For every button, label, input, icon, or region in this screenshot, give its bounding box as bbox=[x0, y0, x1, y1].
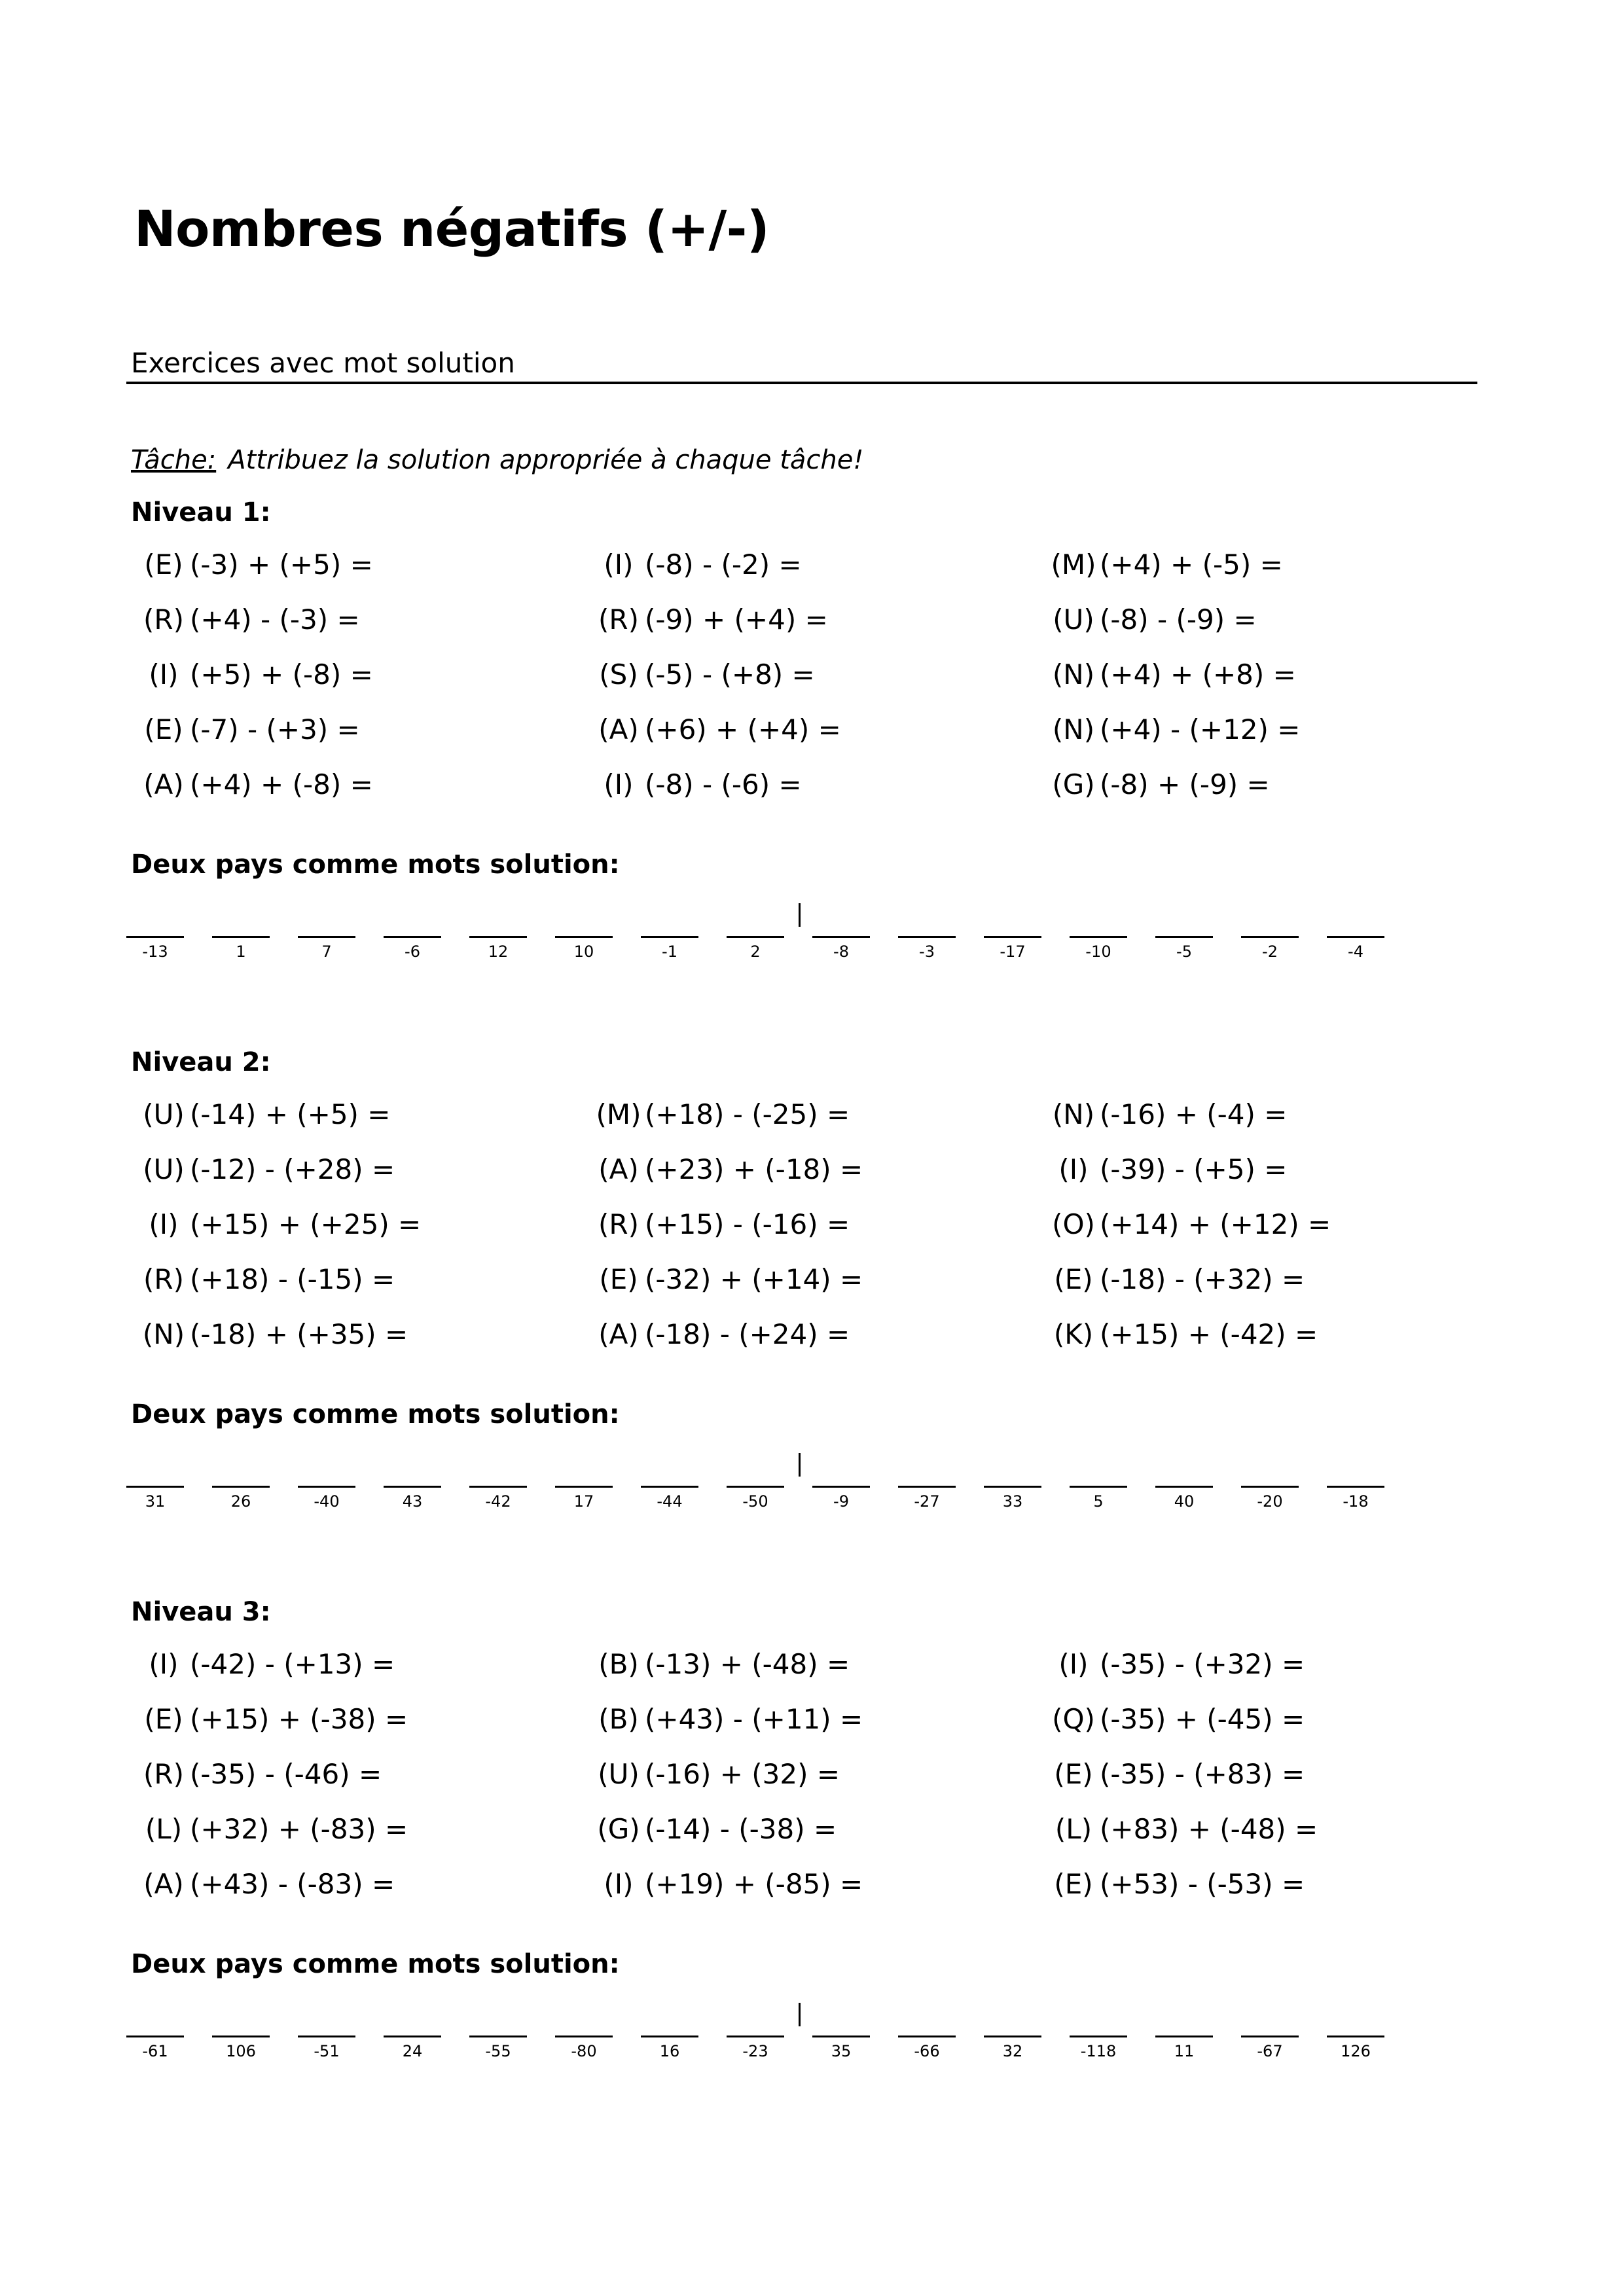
exercise-expression: (-5) - (+8) = bbox=[645, 658, 815, 691]
answer-number: -40 bbox=[314, 1492, 340, 1511]
exercise-letter: (A) bbox=[598, 1318, 639, 1350]
exercise-letter: (R) bbox=[598, 603, 639, 636]
answer-number: -80 bbox=[571, 2042, 597, 2060]
exercise-item bbox=[1047, 1208, 1331, 1240]
exercise-letter: (E) bbox=[1054, 1758, 1093, 1790]
task-text: Attribuez la solution appropriée à chaque tâche! bbox=[228, 445, 864, 475]
answer-blank[interactable] bbox=[898, 1486, 956, 1488]
level-heading: Niveau 3: bbox=[131, 1597, 271, 1627]
answer-blank[interactable] bbox=[641, 936, 698, 938]
exercise-item bbox=[592, 1318, 850, 1350]
exercise-letter: (L) bbox=[145, 1813, 183, 1845]
answer-blank[interactable] bbox=[898, 936, 956, 938]
exercise-letter: (R) bbox=[143, 1263, 184, 1295]
exercise-letter: (N) bbox=[1052, 658, 1095, 691]
exercise-expression: (+5) + (-8) = bbox=[190, 658, 373, 691]
answer-blank[interactable] bbox=[298, 936, 355, 938]
answer-number: 32 bbox=[1002, 2042, 1023, 2060]
exercise-letter: (E) bbox=[144, 713, 183, 745]
exercise-expression: (+83) + (-48) = bbox=[1100, 1813, 1318, 1845]
answer-blank[interactable] bbox=[1155, 2036, 1213, 2037]
answer-number: -51 bbox=[314, 2042, 340, 2060]
exercise-letter: (G) bbox=[597, 1813, 640, 1845]
answers-heading: Deux pays comme mots solution: bbox=[131, 1949, 620, 1979]
exercise-item bbox=[137, 1208, 421, 1240]
answer-number: 17 bbox=[573, 1492, 594, 1511]
exercise-expression: (+14) + (+12) = bbox=[1100, 1208, 1331, 1240]
exercise-letter: (N) bbox=[142, 1318, 185, 1350]
exercise-expression: (-8) - (-6) = bbox=[645, 768, 802, 800]
exercise-letter: (E) bbox=[1054, 1868, 1093, 1900]
exercise-letter: (I) bbox=[1058, 1153, 1089, 1185]
answer-number: -1 bbox=[662, 942, 677, 961]
answer-number: -8 bbox=[833, 942, 849, 961]
worksheet-subtitle: Exercices avec mot solution bbox=[131, 347, 515, 379]
answer-number: 12 bbox=[488, 942, 509, 961]
exercise-letter: (M) bbox=[596, 1098, 641, 1130]
exercise-expression: (-13) + (-48) = bbox=[645, 1648, 850, 1680]
exercise-item bbox=[592, 768, 802, 800]
exercise-letter: (A) bbox=[598, 713, 639, 745]
exercise-expression: (-16) + (32) = bbox=[645, 1758, 840, 1790]
exercise-expression: (+19) + (-85) = bbox=[645, 1868, 863, 1900]
exercise-item bbox=[1047, 1318, 1318, 1350]
answer-blank[interactable] bbox=[469, 2036, 527, 2037]
exercise-item bbox=[137, 658, 373, 691]
answer-number: -18 bbox=[1343, 1492, 1369, 1511]
exercise-expression: (+4) + (-8) = bbox=[190, 768, 373, 800]
exercise-letter: (U) bbox=[143, 1153, 185, 1185]
answer-number: -6 bbox=[405, 942, 420, 961]
answer-number: 1 bbox=[236, 942, 246, 961]
answer-number: 7 bbox=[321, 942, 332, 961]
answer-number: 5 bbox=[1093, 1492, 1104, 1511]
answer-blank[interactable] bbox=[1070, 936, 1127, 938]
exercise-letter: (M) bbox=[1051, 548, 1096, 581]
exercise-expression: (-9) + (+4) = bbox=[645, 603, 828, 636]
exercise-expression: (-12) - (+28) = bbox=[190, 1153, 395, 1185]
exercise-item bbox=[137, 1648, 395, 1680]
answer-number: -118 bbox=[1080, 2042, 1117, 2060]
answers-heading: Deux pays comme mots solution: bbox=[131, 850, 620, 880]
exercise-expression: (+18) - (-15) = bbox=[190, 1263, 395, 1295]
answer-blank[interactable] bbox=[212, 1486, 270, 1488]
exercise-letter: (I) bbox=[149, 1208, 179, 1240]
exercise-item bbox=[137, 768, 373, 800]
answer-number: -17 bbox=[1000, 942, 1026, 961]
exercise-item bbox=[137, 713, 360, 745]
exercise-letter: (U) bbox=[143, 1098, 185, 1130]
answer-number: 126 bbox=[1341, 2042, 1371, 2060]
answer-number: 24 bbox=[402, 2042, 423, 2060]
exercise-letter: (I) bbox=[604, 768, 634, 800]
answer-number: 16 bbox=[659, 2042, 680, 2060]
exercise-expression: (+15) - (-16) = bbox=[645, 1208, 850, 1240]
answer-blank[interactable] bbox=[1327, 2036, 1384, 2037]
exercise-letter: (U) bbox=[1053, 603, 1094, 636]
exercise-item bbox=[1047, 658, 1296, 691]
answer-blank[interactable] bbox=[384, 1486, 441, 1488]
answer-blank[interactable] bbox=[384, 936, 441, 938]
exercise-expression: (+4) + (+8) = bbox=[1100, 658, 1296, 691]
answer-number: 31 bbox=[145, 1492, 166, 1511]
answer-number: 43 bbox=[402, 1492, 423, 1511]
answer-blank[interactable] bbox=[212, 936, 270, 938]
answer-number: -23 bbox=[742, 2042, 768, 2060]
exercise-item bbox=[137, 603, 360, 636]
answer-blank[interactable] bbox=[298, 1486, 355, 1488]
exercise-expression: (-18) - (+24) = bbox=[645, 1318, 850, 1350]
exercise-expression: (-18) - (+32) = bbox=[1100, 1263, 1305, 1295]
exercise-expression: (-14) - (-38) = bbox=[645, 1813, 837, 1845]
exercise-item bbox=[592, 1868, 863, 1900]
answer-number: -42 bbox=[485, 1492, 511, 1511]
exercise-letter: (I) bbox=[149, 1648, 179, 1680]
exercise-item bbox=[1047, 1703, 1305, 1735]
exercise-letter: (I) bbox=[604, 548, 634, 581]
answer-number: 35 bbox=[831, 2042, 852, 2060]
answer-blank[interactable] bbox=[984, 1486, 1041, 1488]
answer-blank[interactable] bbox=[812, 936, 870, 938]
exercise-item bbox=[137, 1703, 408, 1735]
exercise-item bbox=[592, 1703, 863, 1735]
exercise-expression: (-35) - (+83) = bbox=[1100, 1758, 1305, 1790]
answer-number: -9 bbox=[833, 1492, 849, 1511]
exercise-expression: (-3) + (+5) = bbox=[190, 548, 373, 581]
exercise-item bbox=[1047, 1813, 1318, 1845]
exercise-expression: (-14) + (+5) = bbox=[190, 1098, 391, 1130]
exercise-item bbox=[137, 1813, 408, 1845]
exercise-letter: (R) bbox=[598, 1208, 639, 1240]
exercise-letter: (A) bbox=[143, 768, 184, 800]
exercise-expression: (-8) + (-9) = bbox=[1100, 768, 1270, 800]
answer-number: -4 bbox=[1348, 942, 1363, 961]
answer-number: -67 bbox=[1257, 2042, 1283, 2060]
exercise-item bbox=[137, 1098, 391, 1130]
exercise-expression: (-35) - (-46) = bbox=[190, 1758, 382, 1790]
answer-number: -3 bbox=[919, 942, 935, 961]
answer-blank[interactable] bbox=[1070, 1486, 1127, 1488]
answer-number: -10 bbox=[1085, 942, 1111, 961]
word-separator bbox=[799, 1453, 801, 1477]
exercise-expression: (-32) + (+14) = bbox=[645, 1263, 863, 1295]
exercise-item bbox=[592, 713, 841, 745]
answer-blank[interactable] bbox=[1327, 1486, 1384, 1488]
answer-number: 106 bbox=[226, 2042, 256, 2060]
exercise-item bbox=[592, 1098, 850, 1130]
exercise-letter: (I) bbox=[604, 1868, 634, 1900]
exercise-expression: (-16) + (-4) = bbox=[1100, 1098, 1288, 1130]
exercise-item bbox=[592, 1648, 850, 1680]
answer-blank[interactable] bbox=[1241, 936, 1299, 938]
answer-blank[interactable] bbox=[212, 2036, 270, 2037]
answer-blank[interactable] bbox=[126, 1486, 184, 1488]
exercise-expression: (-35) + (-45) = bbox=[1100, 1703, 1305, 1735]
task-instruction bbox=[131, 445, 863, 475]
answer-blank[interactable] bbox=[555, 2036, 613, 2037]
answer-blank[interactable] bbox=[727, 936, 784, 938]
exercise-item bbox=[1047, 1648, 1305, 1680]
exercise-letter: (O) bbox=[1052, 1208, 1095, 1240]
exercise-expression: (+4) + (-5) = bbox=[1100, 548, 1283, 581]
exercise-item bbox=[592, 658, 815, 691]
answer-blank[interactable] bbox=[812, 1486, 870, 1488]
exercise-letter: (G) bbox=[1052, 768, 1095, 800]
exercise-expression: (+43) - (-83) = bbox=[190, 1868, 395, 1900]
exercise-letter: (R) bbox=[143, 603, 184, 636]
answer-blank[interactable] bbox=[641, 2036, 698, 2037]
exercise-expression: (+15) + (+25) = bbox=[190, 1208, 422, 1240]
answer-number: -27 bbox=[914, 1492, 940, 1511]
exercise-expression: (+15) + (-38) = bbox=[190, 1703, 408, 1735]
exercise-expression: (+53) - (-53) = bbox=[1100, 1868, 1305, 1900]
exercise-item bbox=[1047, 603, 1257, 636]
answer-blank[interactable] bbox=[1327, 936, 1384, 938]
answer-blank[interactable] bbox=[555, 1486, 613, 1488]
answer-number: 26 bbox=[230, 1492, 251, 1511]
page-title: Nombres négatifs (+/-) bbox=[134, 200, 770, 258]
exercise-letter: (N) bbox=[1052, 713, 1095, 745]
exercise-item bbox=[1047, 1758, 1305, 1790]
exercise-letter: (S) bbox=[599, 658, 638, 691]
exercise-letter: (U) bbox=[598, 1758, 640, 1790]
answer-blank[interactable] bbox=[469, 1486, 527, 1488]
exercise-letter: (R) bbox=[143, 1758, 184, 1790]
exercise-expression: (-8) - (-9) = bbox=[1100, 603, 1257, 636]
subtitle-rule bbox=[126, 382, 1477, 384]
exercise-expression: (+18) - (-25) = bbox=[645, 1098, 850, 1130]
answer-blank[interactable] bbox=[1070, 2036, 1127, 2037]
exercise-expression: (-39) - (+5) = bbox=[1100, 1153, 1288, 1185]
exercise-item bbox=[592, 1208, 850, 1240]
exercise-expression: (+15) + (-42) = bbox=[1100, 1318, 1318, 1350]
exercise-expression: (+4) - (+12) = bbox=[1100, 713, 1301, 745]
exercise-item bbox=[1047, 1098, 1287, 1130]
exercise-letter: (E) bbox=[599, 1263, 638, 1295]
answer-blank[interactable] bbox=[1241, 1486, 1299, 1488]
word-separator bbox=[799, 2003, 801, 2026]
exercise-letter: (A) bbox=[143, 1868, 184, 1900]
exercise-expression: (+23) + (-18) = bbox=[645, 1153, 863, 1185]
exercise-item bbox=[592, 1813, 837, 1845]
answer-number: -44 bbox=[657, 1492, 683, 1511]
answer-number: -13 bbox=[142, 942, 168, 961]
exercise-letter: (B) bbox=[598, 1648, 639, 1680]
exercise-item bbox=[137, 1868, 395, 1900]
answer-blank[interactable] bbox=[898, 2036, 956, 2037]
answer-number: 10 bbox=[573, 942, 594, 961]
exercise-expression: (-18) + (+35) = bbox=[190, 1318, 408, 1350]
answer-number: -50 bbox=[742, 1492, 768, 1511]
answer-blank[interactable] bbox=[1155, 1486, 1213, 1488]
answer-number: -2 bbox=[1262, 942, 1278, 961]
answer-blank[interactable] bbox=[555, 936, 613, 938]
answer-blank[interactable] bbox=[984, 936, 1041, 938]
answer-number: -5 bbox=[1176, 942, 1192, 961]
answer-blank[interactable] bbox=[298, 2036, 355, 2037]
answer-blank[interactable] bbox=[727, 2036, 784, 2037]
exercise-item bbox=[137, 1758, 382, 1790]
exercise-item bbox=[1047, 1263, 1305, 1295]
answer-number: 2 bbox=[750, 942, 761, 961]
exercise-item bbox=[1047, 713, 1301, 745]
exercise-letter: (E) bbox=[144, 548, 183, 581]
exercise-expression: (+43) - (+11) = bbox=[645, 1703, 863, 1735]
exercise-item bbox=[1047, 1868, 1305, 1900]
exercise-item bbox=[592, 603, 828, 636]
exercise-letter: (E) bbox=[144, 1703, 183, 1735]
answer-blank[interactable] bbox=[641, 1486, 698, 1488]
exercise-item bbox=[1047, 1153, 1287, 1185]
answer-blank[interactable] bbox=[1241, 2036, 1299, 2037]
exercise-letter: (A) bbox=[598, 1153, 639, 1185]
answer-blank[interactable] bbox=[727, 1486, 784, 1488]
answer-number: 40 bbox=[1174, 1492, 1195, 1511]
answer-number: -55 bbox=[485, 2042, 511, 2060]
exercise-item bbox=[1047, 548, 1283, 581]
answer-blank[interactable] bbox=[1155, 936, 1213, 938]
answer-blank[interactable] bbox=[984, 2036, 1041, 2037]
exercise-letter: (N) bbox=[1052, 1098, 1095, 1130]
exercise-letter: (I) bbox=[1058, 1648, 1089, 1680]
exercise-letter: (B) bbox=[598, 1703, 639, 1735]
exercise-expression: (-8) - (-2) = bbox=[645, 548, 802, 581]
exercise-letter: (Q) bbox=[1052, 1703, 1095, 1735]
level-heading: Niveau 2: bbox=[131, 1047, 271, 1077]
exercise-letter: (I) bbox=[149, 658, 179, 691]
answer-number: -61 bbox=[142, 2042, 168, 2060]
word-separator bbox=[799, 903, 801, 927]
exercise-expression: (-7) - (+3) = bbox=[190, 713, 360, 745]
exercise-item bbox=[592, 548, 802, 581]
answer-number: 11 bbox=[1174, 2042, 1195, 2060]
level-heading: Niveau 1: bbox=[131, 497, 271, 528]
exercise-expression: (-35) - (+32) = bbox=[1100, 1648, 1305, 1680]
answer-number: -20 bbox=[1257, 1492, 1283, 1511]
exercise-item bbox=[137, 1318, 408, 1350]
exercise-item bbox=[592, 1263, 863, 1295]
answer-blank[interactable] bbox=[126, 936, 184, 938]
exercise-item bbox=[1047, 768, 1270, 800]
exercise-letter: (K) bbox=[1053, 1318, 1094, 1350]
answer-number: 33 bbox=[1002, 1492, 1023, 1511]
task-label: Tâche: bbox=[131, 445, 217, 475]
exercise-item bbox=[137, 1153, 395, 1185]
exercise-item bbox=[137, 1263, 395, 1295]
answers-heading: Deux pays comme mots solution: bbox=[131, 1399, 620, 1429]
exercise-expression: (+6) + (+4) = bbox=[645, 713, 841, 745]
answer-blank[interactable] bbox=[384, 2036, 441, 2037]
exercise-expression: (+32) + (-83) = bbox=[190, 1813, 408, 1845]
exercise-letter: (L) bbox=[1055, 1813, 1092, 1845]
exercise-item bbox=[592, 1758, 840, 1790]
answer-blank[interactable] bbox=[126, 2036, 184, 2037]
answer-blank[interactable] bbox=[812, 2036, 870, 2037]
exercise-item bbox=[137, 548, 373, 581]
answer-number: -66 bbox=[914, 2042, 940, 2060]
exercise-letter: (E) bbox=[1054, 1263, 1093, 1295]
exercise-item bbox=[592, 1153, 863, 1185]
answer-blank[interactable] bbox=[469, 936, 527, 938]
exercise-expression: (+4) - (-3) = bbox=[190, 603, 360, 636]
exercise-expression: (-42) - (+13) = bbox=[190, 1648, 395, 1680]
